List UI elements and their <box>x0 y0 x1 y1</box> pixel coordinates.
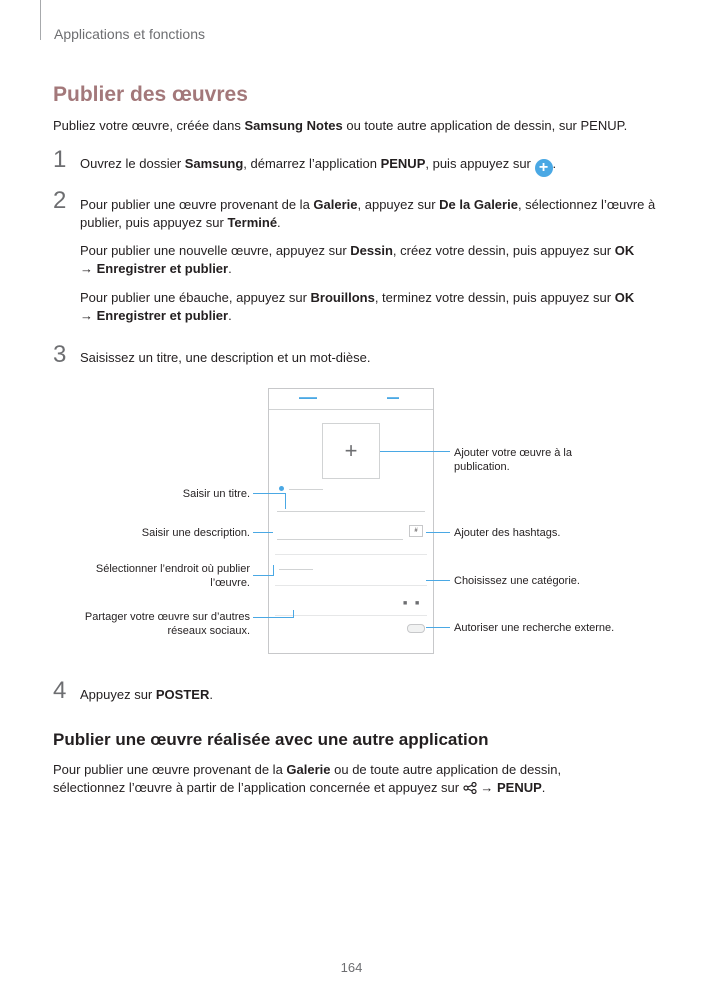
callout-line <box>426 532 450 533</box>
callout-line <box>426 627 450 628</box>
section-header: Applications et fonctions <box>54 26 205 42</box>
share-icon <box>463 782 477 794</box>
callout-line <box>253 532 273 533</box>
facebook-icon[interactable]: ■ <box>403 600 408 607</box>
callout-hashtags: Ajouter des hashtags. <box>454 527 561 539</box>
description-field[interactable] <box>277 539 403 540</box>
phone-tab-cancel: ▬▬▬ <box>299 395 317 401</box>
page-title: Publier des œuvres <box>53 83 248 106</box>
step-number: 1 <box>53 146 67 173</box>
section-2-paragraph: Pour publier une œuvre provenant de la Galerie ou de toute autre application de dessin, sélectionnez l’œuvre à partir de l’application concernée et appuyez sur → PENUP. <box>53 762 562 795</box>
callout-line <box>380 451 450 452</box>
category-row[interactable] <box>275 585 427 586</box>
callout-title: Saisir un titre. <box>182 488 250 500</box>
add-artwork-button[interactable]: + <box>322 423 380 479</box>
section-2-title: Publier une œuvre réalisée avec une autre application <box>53 730 489 749</box>
callout-line <box>253 575 273 576</box>
callout-line <box>253 617 293 618</box>
phone-divider <box>269 409 433 410</box>
callout-add-artwork: Ajouter votre œuvre à la publication. <box>454 447 572 473</box>
page-number: 164 <box>340 960 363 975</box>
plus-circle-icon: + <box>535 159 553 177</box>
step-4-text: Appuyez sur POSTER. <box>80 687 213 702</box>
step-number: 4 <box>53 677 67 704</box>
phone-tab-post: ▬▬ <box>387 395 399 401</box>
callout-category: Choisissez une catégorie. <box>454 575 580 587</box>
collection-dot <box>279 486 284 491</box>
callout-line <box>293 610 294 618</box>
twitter-icon[interactable]: ■ <box>415 600 420 607</box>
intro-paragraph: Publiez votre œuvre, créée dans Samsung Notes ou toute autre application de dessin, sur PENUP. <box>53 118 628 133</box>
publish-location-row[interactable] <box>275 554 427 555</box>
callout-social: Partager votre œuvre sur d’autres réseaux sociaux. <box>84 611 250 637</box>
callout-line <box>426 580 450 581</box>
callout-line <box>253 493 285 494</box>
header-rule <box>40 0 41 40</box>
step-2-text: Pour publier une œuvre provenant de la Galerie, appuyez sur De la Galerie, sélectionnez l’œuvre à publier, puis appuyez sur Terminé. <box>80 197 656 230</box>
title-field[interactable] <box>277 511 425 512</box>
phone-top-bar <box>269 389 433 409</box>
callout-line <box>273 565 274 576</box>
step-2-new-artwork: Pour publier une nouvelle œuvre, appuyez sur Dessin, créez votre dessin, puis appuyez sur OK → Enregistrer et publier. <box>80 243 635 276</box>
step-number: 2 <box>53 187 67 214</box>
callout-description: Saisir une description. <box>141 527 250 539</box>
step-2-draft: Pour publier une ébauche, appuyez sur Brouillons, terminez votre dessin, puis appuyez sur OK → Enregistrer et publier. <box>80 290 635 323</box>
step-3-text: Saisissez un titre, une description et un mot-dièse. <box>80 350 371 365</box>
step-1-text: Ouvrez le dossier Samsung, démarrez l’application PENUP, puis appuyez sur + . <box>80 156 557 176</box>
callout-external-search: Autoriser une recherche externe. <box>454 622 615 634</box>
collection-label <box>289 489 323 490</box>
callout-publish-location: Sélectionner l’endroit où publier l’œuvre. <box>95 563 250 589</box>
external-search-toggle[interactable] <box>407 624 425 633</box>
hashtag-button[interactable]: # <box>409 525 423 537</box>
callout-line <box>285 493 286 509</box>
step-number: 3 <box>53 341 67 368</box>
social-row[interactable] <box>275 615 427 616</box>
publish-location-label <box>279 569 313 570</box>
